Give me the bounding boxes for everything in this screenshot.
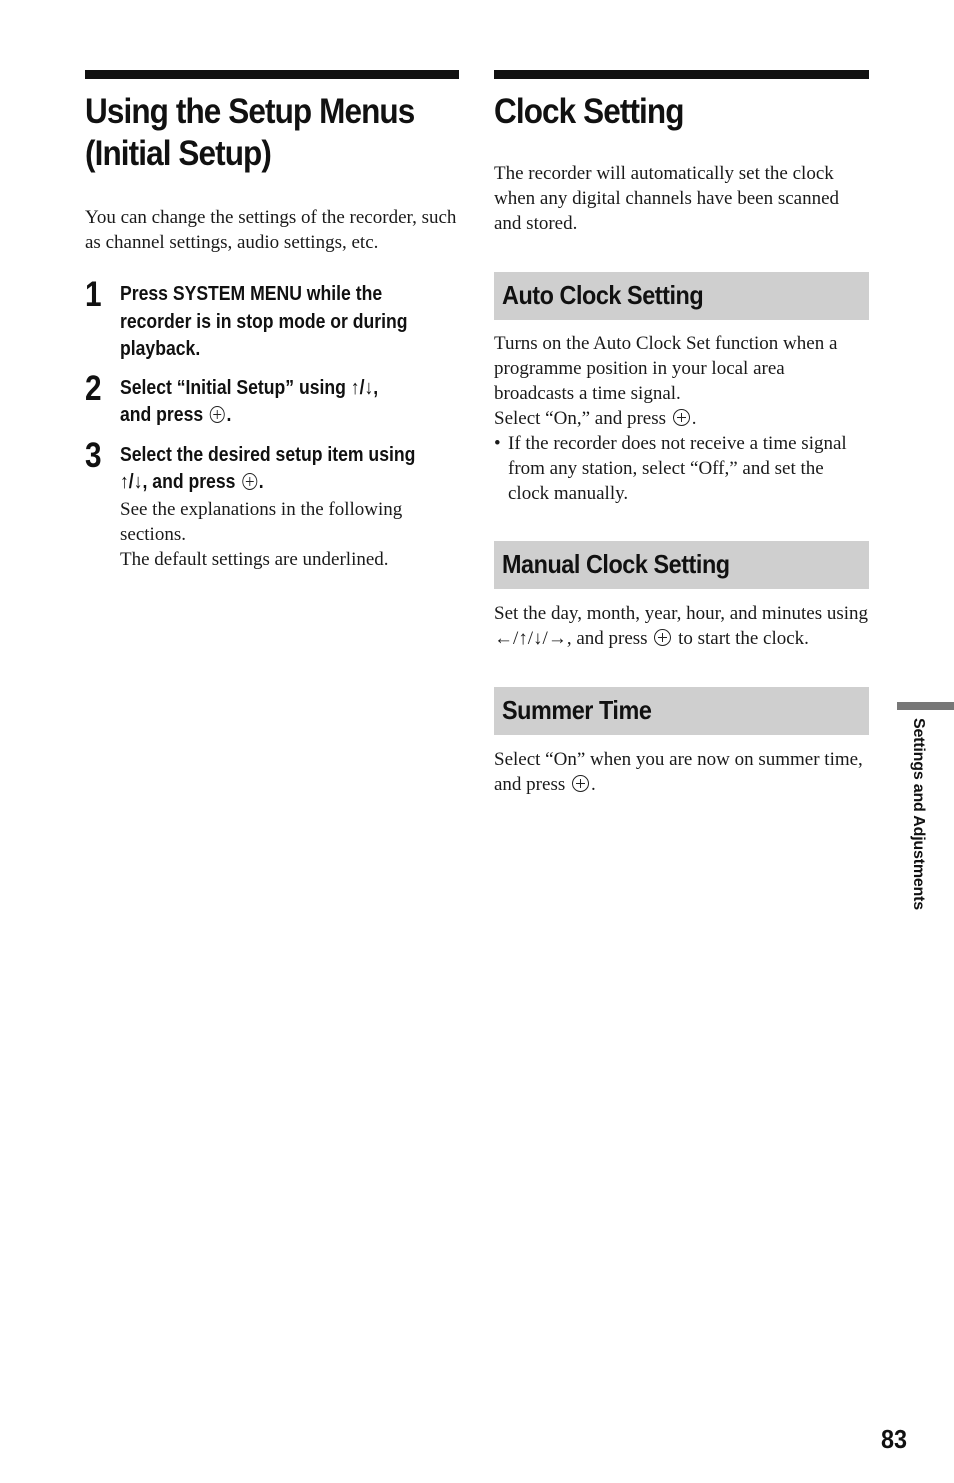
step-text-part: Select the desired setup item using xyxy=(120,443,416,466)
enter-button-icon xyxy=(210,406,225,423)
title-line-1: Using the Setup Menus xyxy=(85,92,415,131)
step-text-part: Select “Initial Setup” using xyxy=(120,376,351,399)
text-part: . xyxy=(590,774,596,795)
chapter-side-label: Settings and Adjustments xyxy=(910,718,927,910)
step-text-part: . xyxy=(258,471,264,493)
page-title-clock-setting: Clock Setting xyxy=(494,92,684,131)
section-heading-text: Auto Clock Setting xyxy=(502,280,704,310)
section-paragraph xyxy=(494,601,869,651)
right-column xyxy=(494,70,869,797)
chapter-tab-bar xyxy=(897,702,954,710)
text-part: Select “On,” and press xyxy=(494,408,671,429)
text-part: Select “On” when you are now on summer time, and press xyxy=(494,749,863,795)
enter-button-icon xyxy=(654,629,671,646)
up-down-arrow-icon: ↑/↓ xyxy=(350,376,374,399)
page-title-setup-menus xyxy=(85,91,463,175)
left-column xyxy=(85,70,459,572)
section-summer-time xyxy=(494,747,869,797)
section-paragraph xyxy=(494,406,869,431)
section-paragraph xyxy=(494,747,869,797)
section-heading-manual-clock xyxy=(494,541,869,589)
title-line-2: (Initial Setup) xyxy=(85,134,271,173)
page-number: 83 xyxy=(881,1424,908,1454)
step-body: See the explanations in the following sections. xyxy=(120,498,403,545)
enter-button-icon xyxy=(242,473,257,490)
text-part: , and press xyxy=(566,628,653,649)
step-text: Press SYSTEM MENU while the recorder is in stop mode or during playback. xyxy=(120,283,408,360)
step-text-part: , and press xyxy=(142,471,241,493)
text-part: . xyxy=(691,408,697,429)
step-text-part: . xyxy=(226,404,232,426)
section-heading-auto-clock xyxy=(494,272,869,320)
heading-rule xyxy=(85,70,459,79)
step-number: 2 xyxy=(85,368,102,408)
step-text xyxy=(120,442,441,497)
section-auto-clock xyxy=(494,331,869,506)
step-number: 1 xyxy=(85,275,102,314)
step-body: The default settings are underlined. xyxy=(120,548,389,570)
step-text xyxy=(120,375,441,430)
step-1 xyxy=(85,275,459,364)
step-3 xyxy=(85,435,459,572)
arrow-keys-icon: ←/↑/↓/→ xyxy=(494,628,567,649)
enter-button-icon xyxy=(673,409,690,426)
enter-button-icon xyxy=(572,775,589,792)
section-paragraph: Turns on the Auto Clock Set function when a programme position in your local area broadcasts a time signal. xyxy=(494,333,838,404)
intro-paragraph: The recorder will automatically set the clock when any digital channels have been scanned and stored. xyxy=(494,163,840,234)
text-part: to start the clock. xyxy=(673,628,809,649)
step-number: 3 xyxy=(85,435,102,475)
section-heading-text: Summer Time xyxy=(502,695,652,725)
bullet-item xyxy=(494,431,869,506)
heading-rule xyxy=(494,70,869,79)
bullet-text: If the recorder does not receive a time signal from any station, select “Off,” and set the clock manually. xyxy=(508,433,847,504)
step-text-part: , xyxy=(373,376,379,399)
text-part: Set the day, month, year, hour, and minutes using xyxy=(494,603,869,624)
section-manual-clock xyxy=(494,601,869,651)
step-2 xyxy=(85,368,459,430)
bullet-icon: • xyxy=(494,433,501,454)
section-heading-text: Manual Clock Setting xyxy=(502,549,730,579)
step-text-part: and press xyxy=(120,404,209,426)
up-down-arrow-icon: ↑/↓ xyxy=(120,471,143,493)
section-heading-summer-time xyxy=(494,687,869,735)
intro-paragraph: You can change the settings of the recorder, such as channel settings, audio settings, etc. xyxy=(85,207,457,253)
